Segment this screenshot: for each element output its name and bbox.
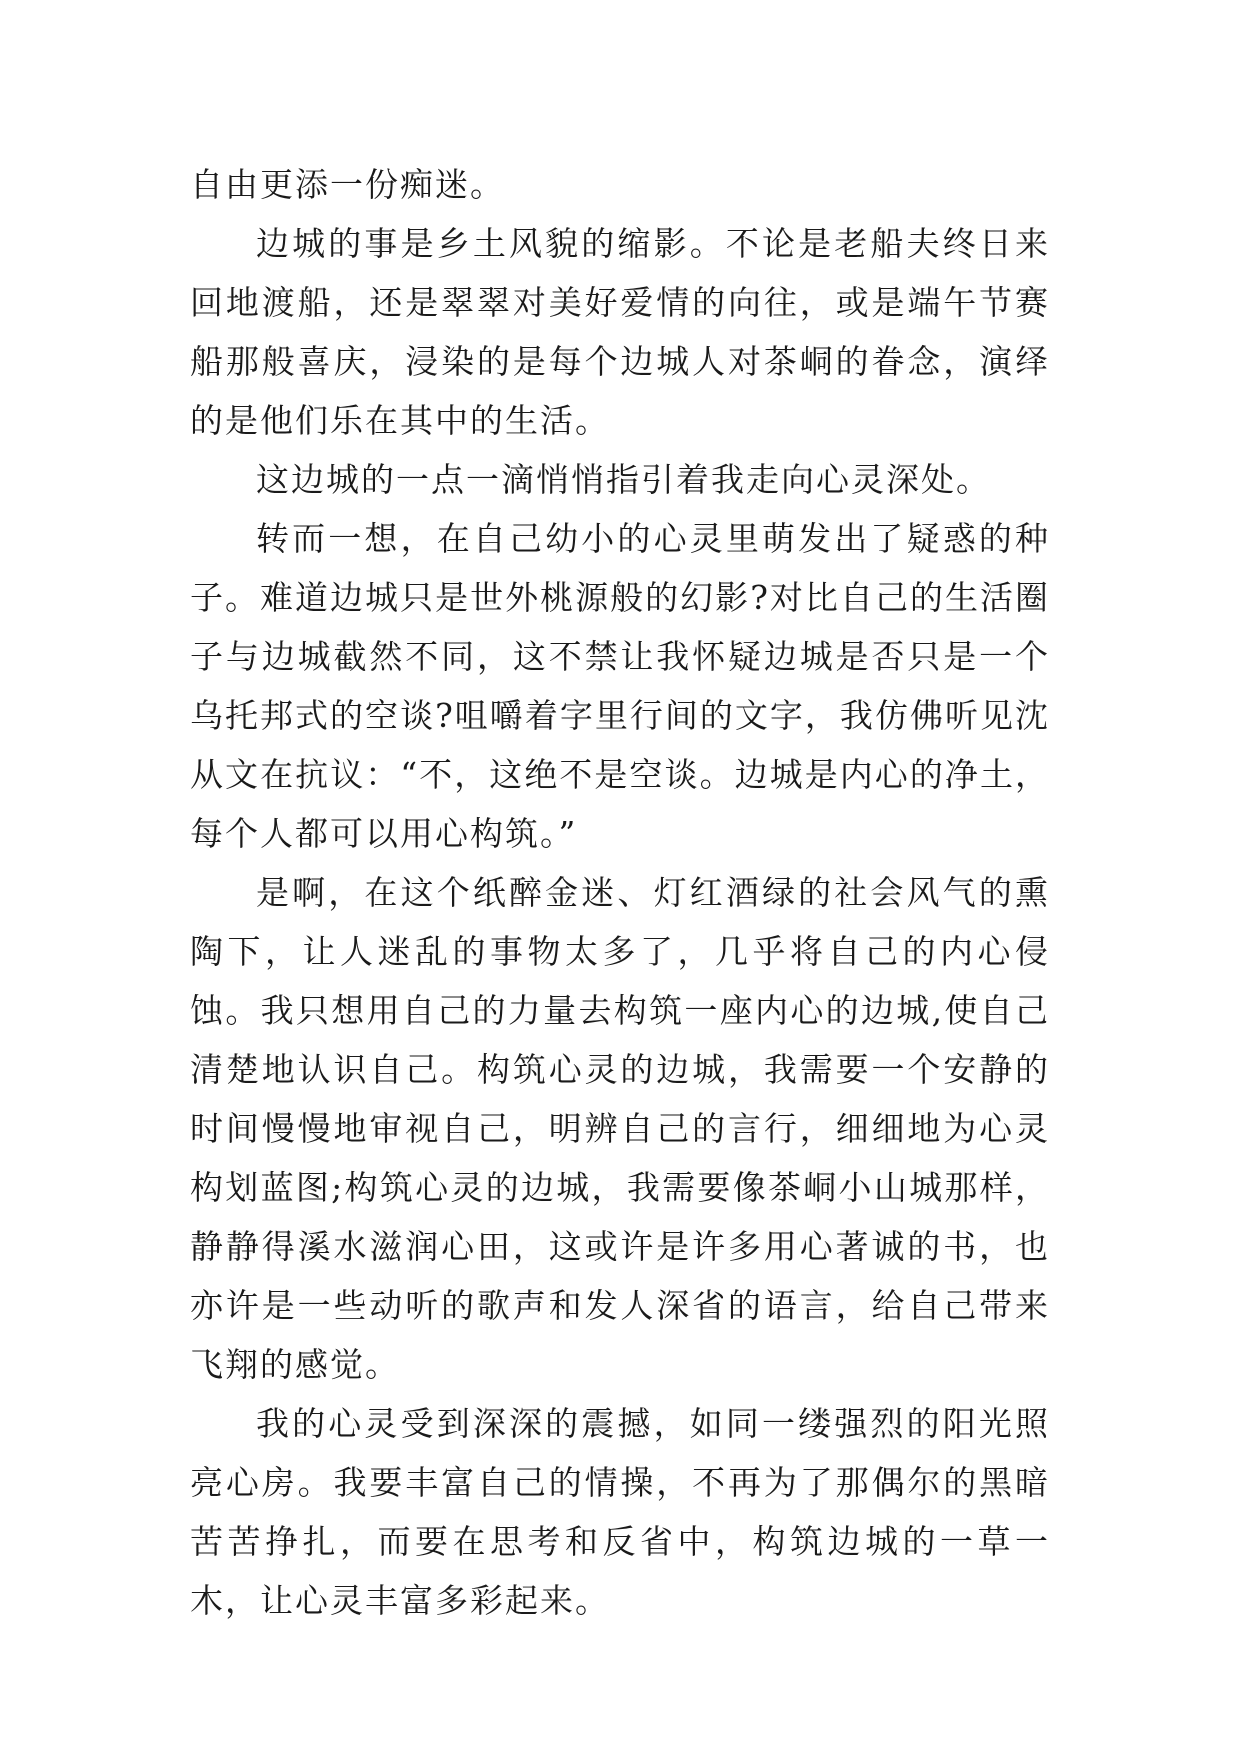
- paragraph-1: 自由更添一份痴迷。: [190, 165, 505, 204]
- paragraph-4: 转而一想，在自己幼小的心灵里萌发出了疑惑的种子。难道边城只是世外桃源般的幻影?对比自己的生活圈子与边城截然不同，这不禁让我怀疑边城是否只是一个乌托邦式的空谈?咀嚼着字里行间的文字，我仿佛听见沈从文在抗议：“不，这绝不是空谈。边城是内心的净土，每个人都可以用心构筑。”: [190, 519, 1050, 853]
- essay-body: [190, 155, 1050, 1630]
- paragraph-5: 是啊，在这个纸醉金迷、灯红酒绿的社会风气的熏陶下，让人迷乱的事物太多了，几乎将自己的内心侵蚀。我只想用自己的力量去构筑一座内心的边城,使自己清楚地认识自己。构筑心灵的边城，我需要一个安静的时间慢慢地审视自己，明辨自己的言行，细细地为心灵构划蓝图;构筑心灵的边城，我需要像茶峒小山城那样，静静得溪水滋润心田，这或许是许多用心著诚的书，也亦许是一些动听的歌声和发人深省的语言，给自己带来飞翔的感觉。: [190, 873, 1050, 1384]
- paragraph-6: 我的心灵受到深深的震撼，如同一缕强烈的阳光照亮心房。我要丰富自己的情操，不再为了那偶尔的黑暗苦苦挣扎，而要在思考和反省中，构筑边城的一草一木，让心灵丰富多彩起来。: [190, 1404, 1050, 1620]
- paragraph-2: 边城的事是乡土风貌的缩影。不论是老船夫终日来回地渡船，还是翠翠对美好爱情的向往，或是端午节赛船那般喜庆，浸染的是每个边城人对茶峒的眷念，演绎的是他们乐在其中的生活。: [190, 224, 1050, 440]
- paragraph-3: 这边城的一点一滴悄悄指引着我走向心灵深处。: [256, 460, 991, 499]
